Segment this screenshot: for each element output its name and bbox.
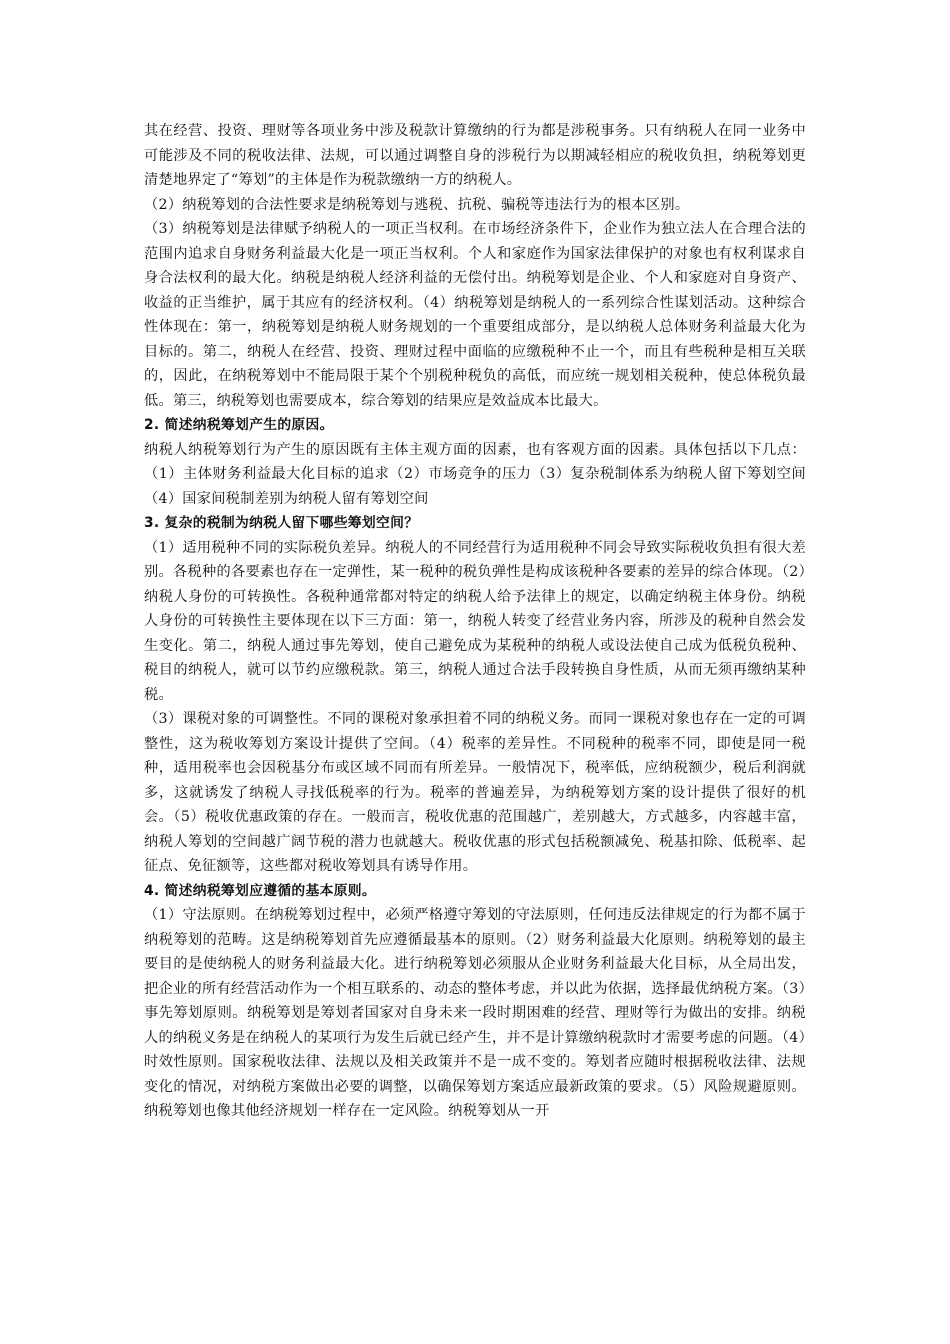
paragraph-6: （3）课税对象的可调整性。不同的课税对象承担着不同的纳税义务。而同一课税对象也存在一定的可调整性，这为税收筹划方案设计提供了空间。（4）税率的差异性。不同税种的税率不同，即使是同一税种，适用税率也会因税基分布或区域不同而有所差异。一般情况下，税率低，应纳税额少，税后利润就多，这就诱发了纳税人寻找低税率的行为。税率的普遍差异，为纳税筹划方案的设计提供了很好的机会。（5）税收优惠政策的存在。一般而言，税收优惠的范围越广，差别越大，方式越多，内容越丰富，纳税人筹划的空间越广阔节税的潜力也就越大。税收优惠的形式包括税额减免、税基扣除、低税率、起征点、免征额等，这些都对税收筹划具有诱导作用。 (144, 711, 806, 874)
question-heading-3: 3. 复杂的税制为纳税人留下哪些筹划空间？ (144, 515, 419, 531)
question-heading-4: 4. 简述纳税筹划应遵循的基本原则。 (144, 882, 376, 899)
paragraph-3: （3）纳税筹划是法律赋予纳税人的一项正当权利。在市场经济条件下，企业作为独立法人在合理合法的范围内追求自身财务利益最大化是一项正当权利。个人和家庭作为国家法律保护的对象也有权利谋求自身合法权利的最大化。纳税是纳税人经济利益的无偿付出。纳税筹划是企业、个人和家庭对自身资产、收益的正当维护，属于其应有的经济权利。（4）纳税筹划是纳税人的一系列综合性谋划活动。这种综合性体现在：第一，纳税筹划是纳税人财务规划的一个重要组成部分，是以纳税人总体财务利益最大化为目标的。第二，纳税人在经营、投资、理财过程中面临的应缴税种不止一个，而且有些税种是相互关联的，因此，在纳税筹划中不能局限于某个个别税种税负的高低，而应统一规划相关税种，使总体税负最低。第三，纳税筹划也需要成本，综合筹划的结果应是效益成本比最大。 (144, 221, 806, 409)
paragraph-4: 纳税人纳税筹划行为产生的原因既有主体主观方面的因素，也有客观方面的因素。具体包括以下几点：（1）主体财务利益最大化目标的追求（2）市场竞争的压力（3）复杂税制体系为纳税人留下筹划空间（4）国家间税制差别为纳税人留有筹划空间 (144, 441, 806, 507)
paragraph-7: （1）守法原则。在纳税筹划过程中，必须严格遵守筹划的守法原则，任何违反法律规定的行为都不属于纳税筹划的范畴。这是纳税筹划首先应遵循最基本的原则。（2）财务利益最大化原则。纳税筹划的最主要目的是使纳税人的财务利益最大化。进行纳税筹划必须服从企业财务利益最大化目标，从全局出发，把企业的所有经营活动作为一个相互联系的、动态的整体考虑，并以此为依据，选择最优纳税方案。（3）事先筹划原则。纳税筹划是筹划者国家对自身未来一段时期困难的经营、理财等行为做出的安排。纳税人的纳税义务是在纳税人的某项行为发生后就已经产生，并不是计算缴纳税款时才需要考虑的问题。（4）时效性原则。国家税收法律、法规以及相关政策并不是一成不变的。筹划者应随时根据税收法律、法规变化的情况，对纳税方案做出必要的调整，以确保筹划方案适应最新政策的要求。（5）风险规避原则。纳税筹划也像其他经济规划一样存在一定风险。纳税筹划从一开 (144, 907, 806, 1119)
paragraph-1: 其在经营、投资、理财等各项业务中涉及税款计算缴纳的行为都是涉税事务。只有纳税人在同一业务中可能涉及不同的税收法律、法规，可以通过调整自身的涉税行为以期减轻相应的税收负担，纳税筹划更清楚地界定了“筹划”的主体是作为税款缴纳一方的纳税人。 (144, 123, 806, 188)
question-heading-2: 2. 简述纳税筹划产生的原因。 (144, 417, 334, 433)
paragraph-2: （2）纳税筹划的合法性要求是纳税筹划与逃税、抗税、骗税等违法行为的根本区别。 (144, 196, 690, 213)
paragraph-5: （1）适用税种不同的实际税负差异。纳税人的不同经营行为适用税种不同会导致实际税收负担有很大差别。各税种的各要素也存在一定弹性，某一税种的税负弹性是构成该税种各要素的差异的综合体现。（2）纳税人身份的可转换性。各税种通常都对特定的纳税人给予法律上的规定，以确定纳税主体身份。纳税人身份的可转换性主要体现在以下三方面：第一，纳税人转变了经营业务内容，所涉及的税种自然会发生变化。第二，纳税人通过事先筹划，使自己避免成为某税种的纳税人或设法使自己成为低税负税种、税目的纳税人，就可以节约应缴税款。第三，纳税人通过合法手段转换自身性质，从而无须再缴纳某种税。 (144, 539, 806, 703)
